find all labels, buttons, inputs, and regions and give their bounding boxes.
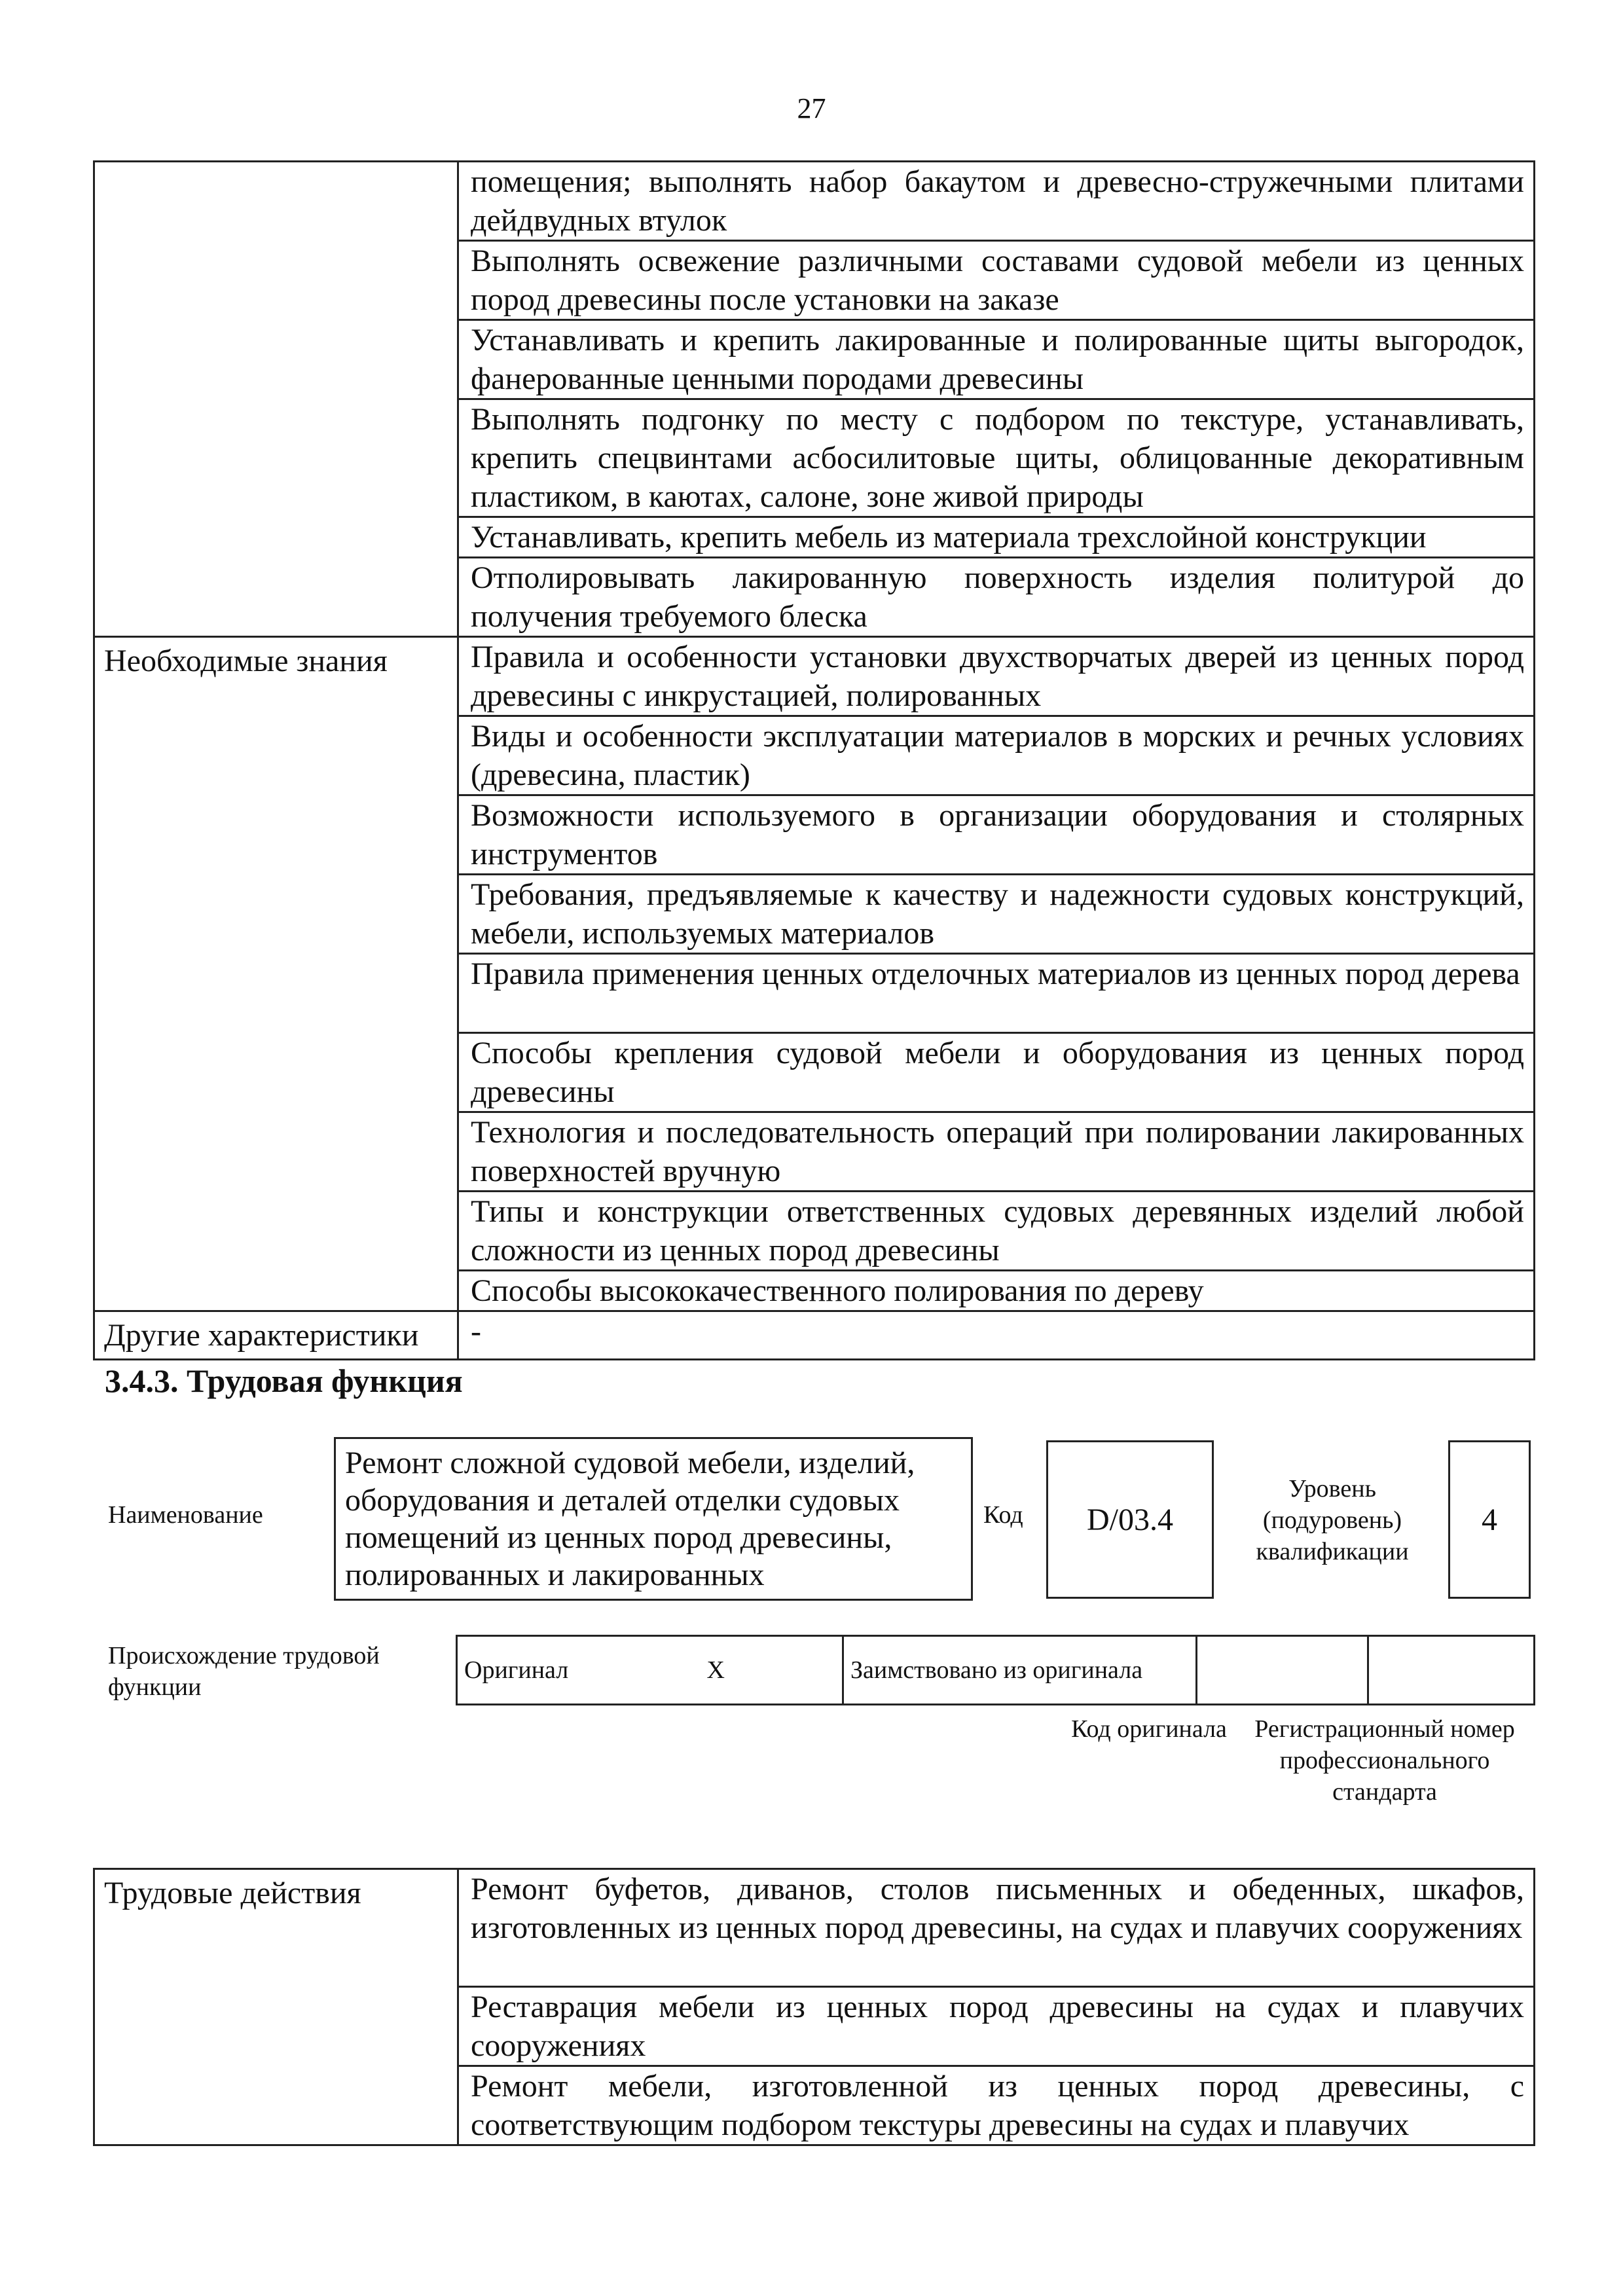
origin-code-caption: Код оригинала [1071,1715,1227,1743]
competency-table [93,160,1535,1360]
table-row [94,1311,1535,1360]
knowledge-item: Типы и конструкции ответственных судовых деревянных изделий любой сложности из ценных пород древесины [458,1192,1535,1271]
knowledge-item: Требования, предъявляемые к качеству и надежности судовых конструкций, мебели, используемых материалов [458,875,1535,954]
other-value: - [458,1311,1535,1360]
knowledge-item: Технология и последовательность операций при полировании лакированных поверхностей вручную [458,1112,1535,1192]
origin-borrowed: Заимствовано из оригинала [843,1636,1197,1705]
skill-item: Отполировывать лакированную поверхность изделия политурой до получения требуемого блеска [458,558,1535,637]
other-label: Другие характеристики [94,1311,458,1360]
level-value: 4 [1448,1440,1531,1599]
knowledge-item: Виды и особенности эксплуатации материалов в морских и речных условиях (древесина, пластик) [458,716,1535,795]
name-label: Наименование [108,1501,263,1529]
skill-item: Выполнять освежение различными составами судовой мебели из ценных пород древесины после установки на заказе [458,241,1535,320]
table-row [94,637,1535,716]
level-label: Уровень (подуровень) квалификации [1256,1475,1409,1565]
skill-item: Устанавливать и крепить лакированные и полированные щиты выгородок, фанерованные ценными породами древесины [458,320,1535,399]
function-name: Ремонт сложной судовой мебели, изделий, оборудования и деталей отделки судовых помещений из ценных пород древесины, полированных и лакированных [334,1437,973,1601]
action-item: Ремонт мебели, изготовленной из ценных пород древесины, с соответствующим подбором текстуры древесины на судах и плавучих [458,2066,1535,2145]
origin-label: Происхождение трудовой функции [108,1642,380,1701]
action-item: Реставрация мебели из ценных пород древесины на судах и плавучих сооружениях [458,1987,1535,2066]
code-value: D/03.4 [1046,1440,1214,1599]
knowledge-item: Способы крепления судовой мебели и оборудования из ценных пород древесины [458,1033,1535,1112]
skill-item: Выполнять подгонку по месту с подбором по текстуре, устанавливать, крепить спецвинтами асбосилитовые щиты, облицованные декоративным пластиком, в каютах, салоне, зоне живой природы [458,399,1535,517]
knowledge-label: Необходимые знания [94,637,458,1311]
origin-original: Оригинал [457,1636,701,1705]
skill-item: помещения; выполнять набор бакаутом и древесно-стружечными плитами дейдвудных втулок [458,162,1535,241]
knowledge-item: Правила и особенности установки двухстворчатых дверей из ценных пород древесины с инкрустацией, полированных [458,637,1535,716]
action-item: Ремонт буфетов, диванов, столов письменных и обеденных, шкафов, изготовленных из ценных пород древесины, на судах и плавучих сооружениях [458,1869,1535,1987]
origin-table [456,1635,1535,1705]
table-row [457,1636,1535,1705]
section-heading: 3.4.3. Трудовая функция [105,1362,463,1399]
skills-label-cell [94,162,458,637]
knowledge-item: Возможности используемого в организации оборудования и столярных инструментов [458,795,1535,875]
skill-item: Устанавливать, крепить мебель из материала трехслойной конструкции [458,517,1535,558]
origin-code-cell [1197,1636,1368,1705]
table-row [94,162,1535,241]
table-row [94,1869,1535,1987]
actions-table [93,1868,1535,2146]
origin-reg-cell [1368,1636,1535,1705]
actions-label: Трудовые действия [94,1869,458,2145]
page-number: 27 [797,92,826,124]
knowledge-item: Правила применения ценных отделочных материалов из ценных пород дерева [458,954,1535,1033]
origin-mark: X [701,1636,843,1705]
code-label: Код [983,1501,1023,1529]
knowledge-item: Способы высококачественного полирования по дереву [458,1271,1535,1311]
origin-reg-caption: Регистрационный номер профессионального стандарта [1254,1715,1515,1806]
